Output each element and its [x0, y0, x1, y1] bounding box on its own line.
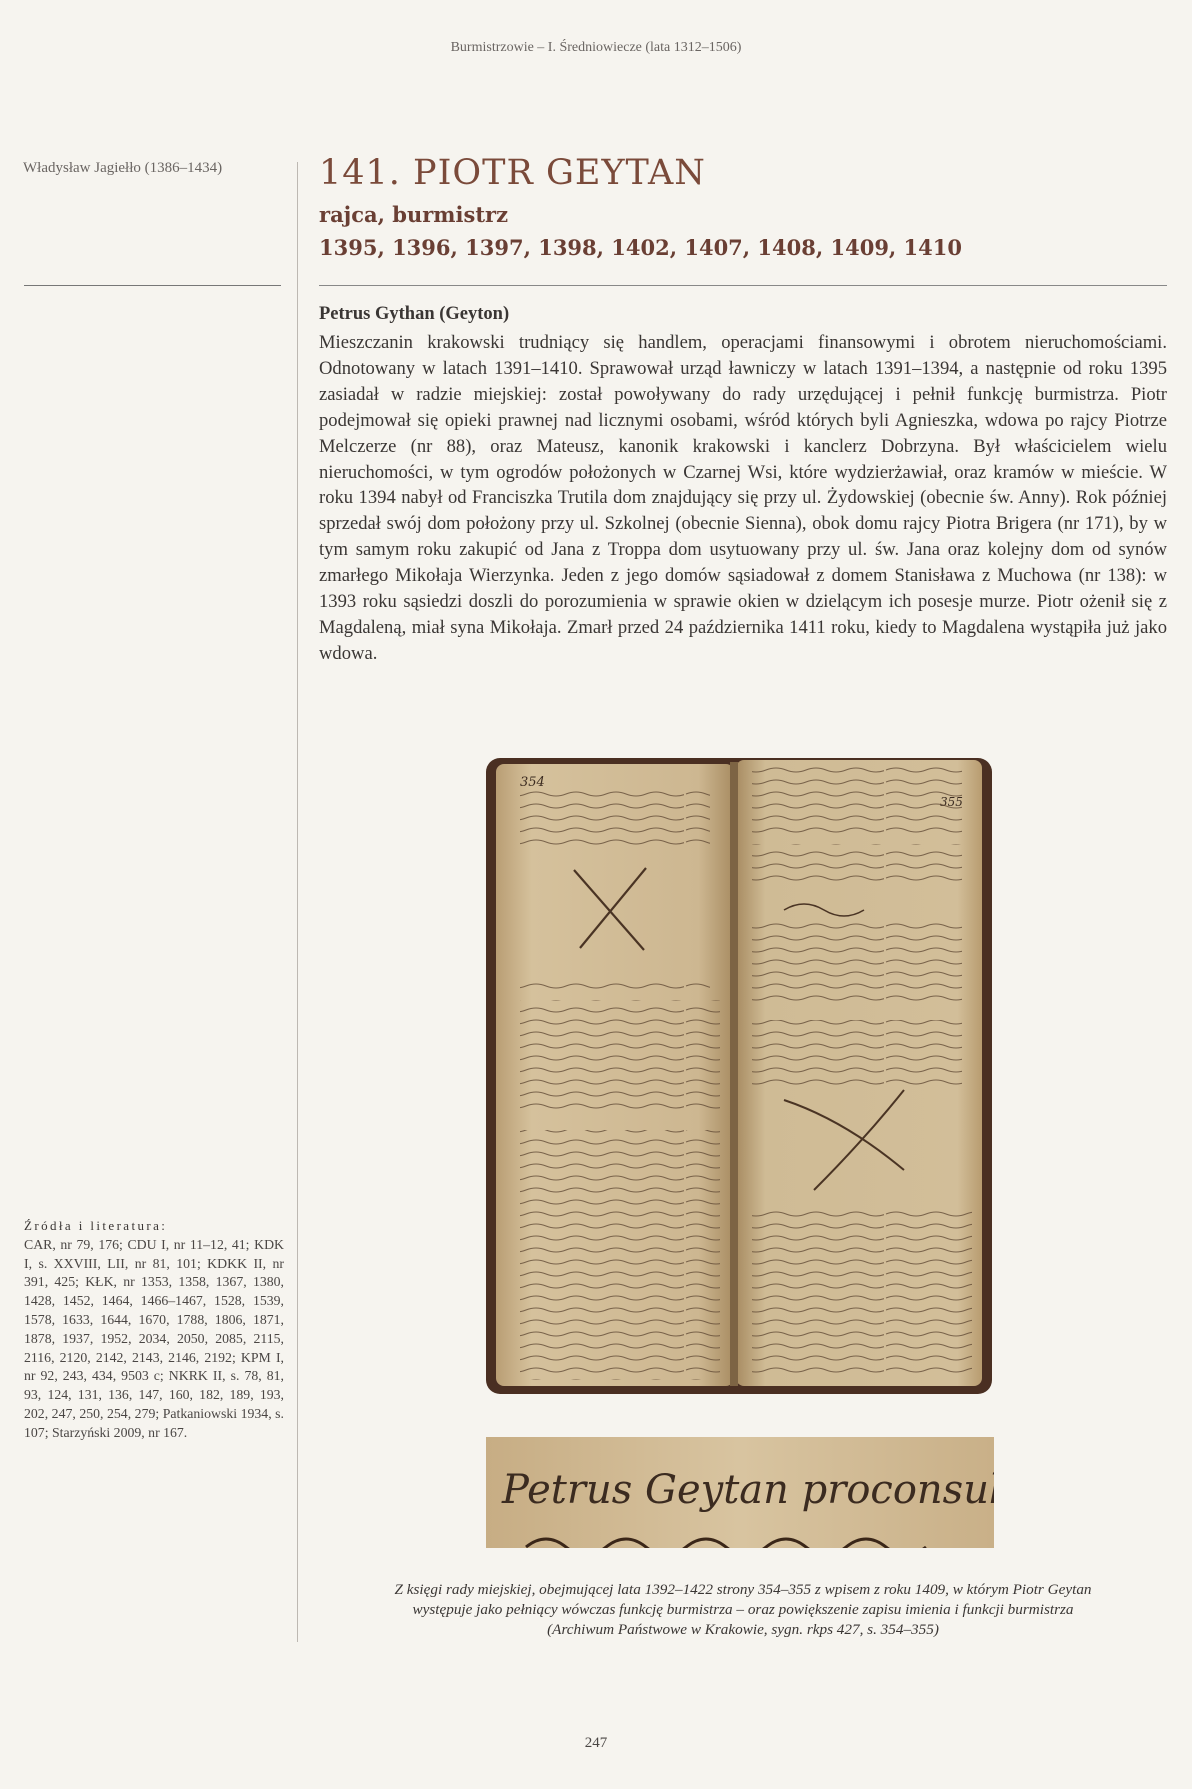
entry-header [319, 150, 1167, 260]
entry-years: 1395, 1396, 1397, 1398, 1402, 1407, 1408, 1409, 1410 [319, 235, 963, 260]
zoom-inscription: Petrus Geytan proconsul [502, 1467, 994, 1513]
entry-title: 141. PIOTR GEYTAN [319, 153, 706, 193]
right-text-block-5 [752, 1206, 972, 1376]
column-divider [297, 162, 298, 1642]
sidebar [0, 150, 282, 1740]
right-text-block-4 [752, 1020, 962, 1090]
header-divider [319, 285, 1167, 286]
running-head: Burmistrzowie – I. Średniowiecze (lata 1312–1506) [450, 40, 742, 55]
sources-label: Źródła i literatura: [24, 1218, 168, 1233]
sources-text: CAR, nr 79, 176; CDU I, nr 11–12, 41; KDK I, s. XXVIII, LII, nr 81, 101; KDKK II, nr 391, 425; KŁK, nr 1353, 1358, 1367, 1380, 1428, 1452, 1464, 1466–1467, 1528, 1539, 1578, 1633, 1644, 1670, 1788, 1806, 1871, 1878, 1937, 1952, 2034, 2050, 2085, 2115, 2116, 2120, 2142, 2143, 2146, 2192; KPM I, nr 92, 243, 434, 9503 c; NKRK II, s. 78, 81, 93, 124, 131, 136, 147, 160, 182, 189, 193, 202, 247, 250, 254, 279; Patkaniowski 1934, s. 107; Starzyński 2009, nr 167. [24, 1236, 284, 1440]
manuscript-photo [484, 750, 996, 1400]
left-text-block-4 [520, 1130, 720, 1380]
caption-line-3: (Archiwum Państwowe w Krakowie, sygn. rkps 427, s. 354–355) [547, 1621, 939, 1638]
page-number: 247 [584, 1735, 608, 1751]
right-text-block-1 [752, 764, 962, 838]
biography-text: Mieszczanin krakowski trudniący się handlem, operacjami finansowymi i obrotem nieruchomościami. Odnotowany w latach 1391–1410. Sprawował urząd ławniczy w latach 1391–1394, a następnie od roku 1395 zasiadał w radzie miejskiej: został powoływany do rady urzędującej i pełnił funkcję burmistrza. Piotr podejmował się opieki prawnej nad licznymi osobami, wśród których byli Agnieszka, wdowa po rajcy Piotrze Melczerze (nr 88), oraz Mateusz, kanonik krakowski i kanclerz Dobrzyna. Był właścicielem wielu nieruchomości, w tym ogrodów położonych w Czarnej Wsi, które wydzierżawiał, oraz kramów w mieście. W roku 1394 nabył od Franciszka Trutila dom znajdujący się przy ul. Żydowskiej (obecnie św. Anny). Rok później sprzedał swój dom położony przy ul. Szkolnej (obecnie Sienna), obok domu rajcy Piotra Brigera (nr 171), by w tym samym roku zakupić od Jana z Troppa dom usytuowany przy ul. św. Jana oraz kolejny dom od synów zmarłego Mikołaja Wierzynka. Jeden z jego domów sąsiadował z domem Stanisława z Muchowa (nr 138): w 1393 roku sąsiedzi doszli do porozumienia w sprawie okien w dzielącym ich posesje murze. Piotr ożenił się z Magdaleną, miał syna Mikołaja. Zmarł przed 24 października 1411 roku, kiedy to Magdalena wystąpiła już jako wdowa. [319, 332, 1167, 664]
reign-label: Władysław Jagiełło (1386–1434) [23, 160, 223, 176]
left-text-block-2 [520, 980, 710, 992]
right-text-block-2 [752, 844, 962, 884]
folio-number-left: 354 [520, 775, 545, 790]
sources-block [24, 1217, 284, 1443]
gutter [730, 762, 738, 1386]
manuscript-zoom [486, 1437, 994, 1548]
caption-line-1: Z księgi rady miejskiej, obejmującej lata 1392–1422 strony 354–355 z wpisem z roku 1409, w którym Piotr Geytan [394, 1581, 1092, 1598]
left-text-block-3 [520, 1000, 720, 1110]
latin-name: Petrus Gythan (Geyton) [319, 304, 510, 324]
figure-caption [319, 1580, 1167, 1640]
left-text-block-1 [520, 790, 710, 850]
caption-line-2: występuje jako pełniący wówczas funkcję burmistrza – oraz powiększenie zapisu imienia i funkcji burmistrza [412, 1601, 1074, 1618]
right-text-block-3 [752, 918, 962, 1002]
entry-roles: rajca, burmistrz [319, 202, 509, 227]
sidebar-divider [24, 285, 281, 286]
